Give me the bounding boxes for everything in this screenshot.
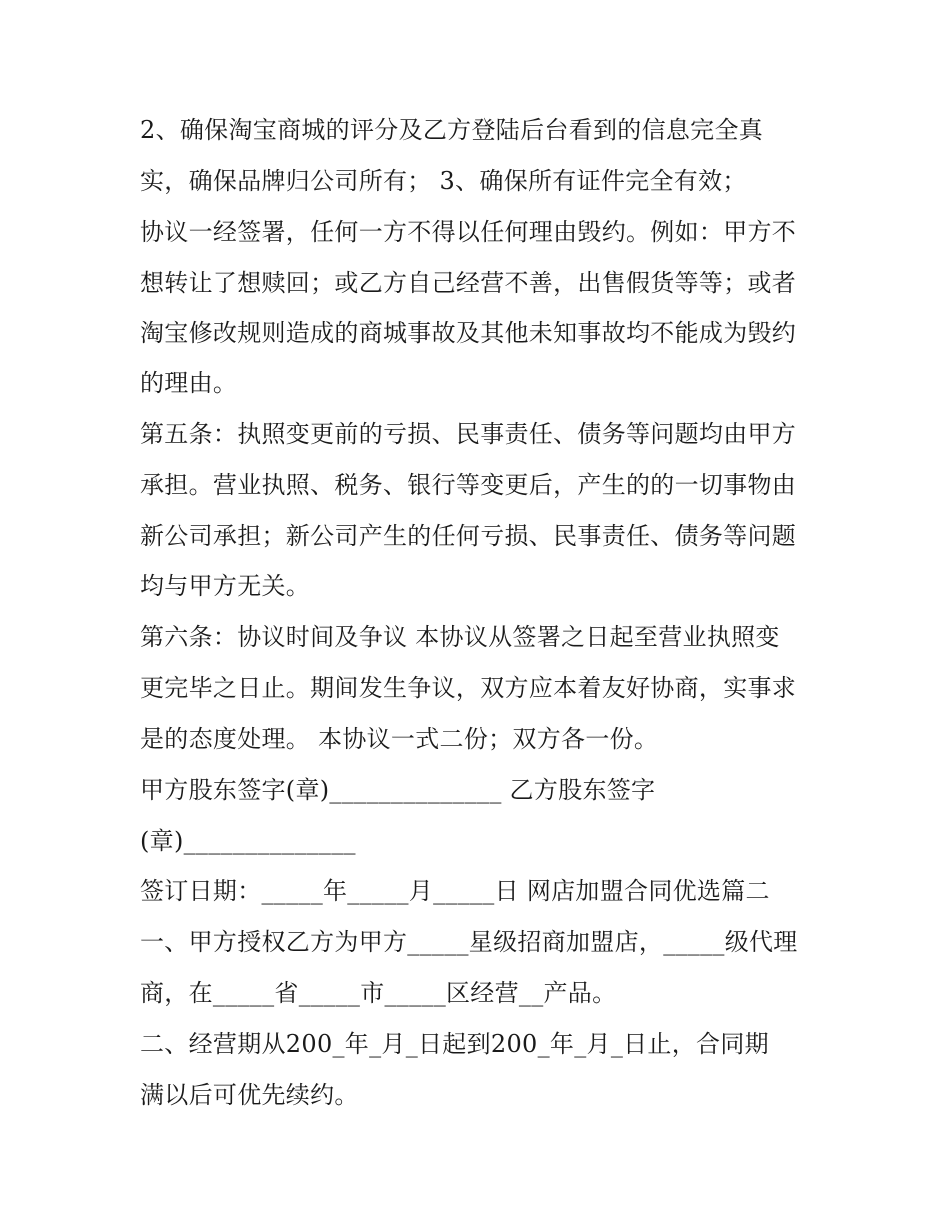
text-line: 新公司承担；新公司产生的任何亏损、民事责任、债务等问题: [140, 522, 797, 550]
text-line: 是的态度处理。 本协议一式二份；双方各一份。: [140, 725, 659, 753]
text-line: 二、经营期从200_年_月_日起到200_年_月_日止，合同期: [140, 1030, 769, 1058]
text-line: 更完毕之日止。期间发生争议，双方应本着友好协商，实事求: [140, 674, 797, 702]
signature-line: (章)______________: [140, 827, 356, 855]
text-line: 一、甲方授权乙方为甲方_____星级招商加盟店，_____级代理: [140, 928, 798, 956]
text-line: 均与甲方无关。: [140, 572, 311, 600]
text-line: 实，确保品牌归公司所有； 3、确保所有证件完全有效；: [140, 167, 747, 195]
text-line: 承担。营业执照、税务、银行等变更后，产生的的一切事物由: [140, 471, 797, 499]
date-line: 签订日期：_____年_____月_____日 网店加盟合同优选篇二: [140, 877, 770, 905]
text-line: 协议一经签署，任何一方不得以任何理由毁约。例如：甲方不: [140, 218, 797, 246]
text-line: 淘宝修改规则造成的商城事故及其他未知事故均不能成为毁约: [140, 319, 797, 347]
text-line: 第五条：执照变更前的亏损、民事责任、债务等问题均由甲方: [140, 420, 797, 448]
text-line: 第六条：协议时间及争议 本协议从签署之日起至营业执照变: [140, 623, 780, 651]
text-line: 2、确保淘宝商城的评分及乙方登陆后台看到的信息完全真: [140, 116, 764, 144]
text-line: 的理由。: [140, 369, 238, 397]
text-line: 满以后可优先续约。: [140, 1081, 359, 1109]
text-line: 想转让了想赎回；或乙方自己经营不善，出售假货等等；或者: [140, 269, 797, 297]
signature-line: 甲方股东签字(章)______________ 乙方股东签字: [140, 776, 656, 804]
text-line: 商，在_____省_____市_____区经营__产品。: [140, 979, 617, 1007]
